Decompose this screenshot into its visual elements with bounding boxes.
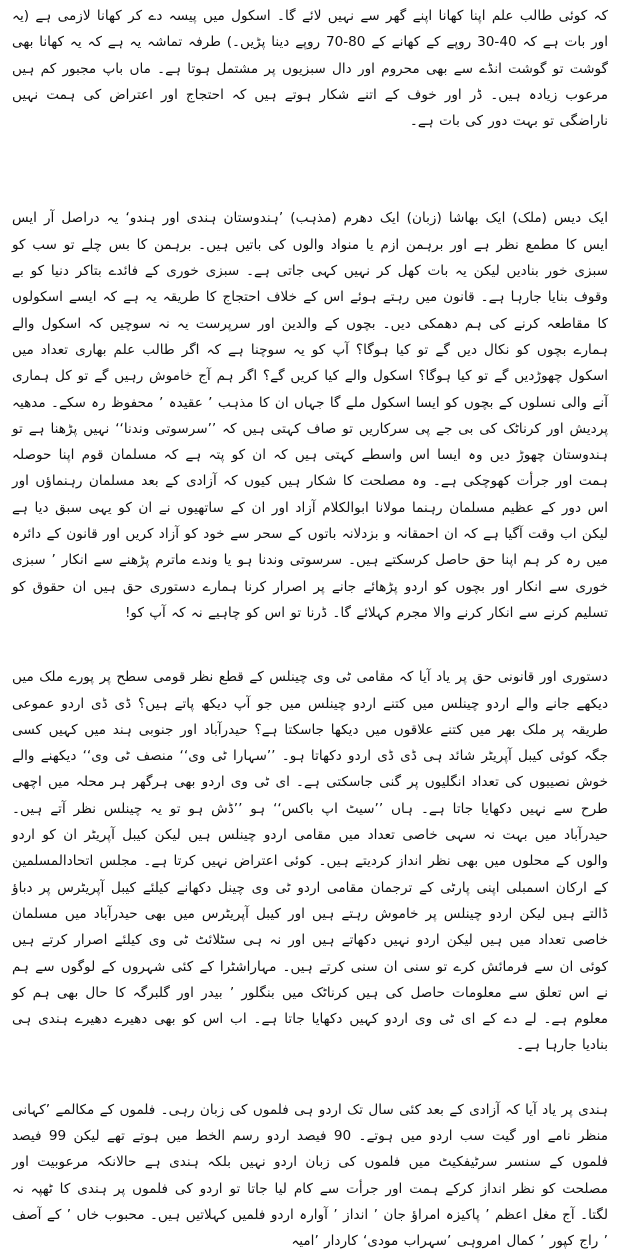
paragraph-rss-agenda: ایک دیس (ملک) ایک بھاشا (زبان) ایک دھرم (مذہب) ’ہندوستان ہندی اور ہندو‘ یہ دراصل آر ایس ایس کا مطمع نظر ہے اور برہمن ازم یا منواد والوں کی باتیں ہیں۔ برہمن کا بس چلے تو سب کو سبزی خور بنادیں لیکن یہ بات کھل کر نہیں کہی جاتی ہے۔ سبزی خوری کے فائدے بتاکر دنیا کو بے وقوف بنایا جارہا ہے۔ قانون میں رہتے ہوئے اس کے خلاف احتجاج کا طریقہ یہ ہے کہ ایسے اسکولوں کا مقاطعہ کرنے کی ہم دھمکی دیں۔ بچوں کے والدین اور سرپرست یہ نہ سوچیں کہ اسکول والے ہمارے بچوں کو نکال دیں گے تو کیا ہوگا؟ آپ کو یہ سوچنا ہے کہ اگر طالب علم بھاری تعداد میں اسکول چھوڑدیں گے تو کیا ہوگا؟ اسکول والے کیا کریں گے؟ اگر ہم آج خاموش رہیں گے تو کل ہماری آنے والی نسلوں کے بچوں کو ایسا اسکول ملے گا جہاں ان کا مذہب ’ عقیدہ ’ محفوظ رہ سکے۔ مدھیہ پردیش اور کرناٹک کی بی جے پی سرکاریں تو صاف کہتی ہیں کہ ’’سرسوتی وندنا‘‘ نہیں پڑھنا ہے تو ہندوستان چھوڑ دیں وہ ایسا اس واسطے کہتی ہیں کہ ان کو پتہ ہے کہ مسلمان قوم اپنا حوصلہ ہمت اور جرأت کھوچکی ہے۔ وہ مصلحت کا شکار ہیں کیوں کہ آزادی کے بعد مسلمان رہنماؤں اور اس دور کے عظیم مسلمان رہنما مولانا ابوالکلام آزاد اور ان کے ساتھیوں نے ان کو یہی سبق دیا ہے لیکن اب وقت آگیا ہے کہ ان احمقانہ و بزدلانہ باتوں کے سحر سے خود کو آزاد کریں اور قانون کے دائرہ میں رہ کر ہم اپنا حق حاصل کرسکتے ہیں۔ سرسوتی وندنا ہو یا وندے ماترم پڑھنے سے انکار ’ سبزی خوری سے انکار اور بچوں کو اردو پڑھائے جانے پر اصرار کرنا ہمارے دستوری حق ہیں ان حقوق کو تسلیم کرنے سے انکار کرنے والا مجرم کہلائے گا۔ ڈرنا تو اس کو چاہیے نہ کہ آپ کو! — [12, 210, 608, 621]
paragraph-urdu-films: ہندی پر یاد آیا کہ آزادی کے بعد کئی سال تک اردو ہی فلموں کی زبان رہی۔ فلموں کے مکالمے ’کہانی منظر نامے اور گیت سب اردو میں ہوتے۔ 90 فیصد اردو رسم الخط میں ہوتے تھے لیکن 99 فیصد فلموں کے سنسر سرٹیفکیٹ میں فلموں کی زبان اردو نہیں بلکہ ہندی ہے حالانکہ مرعوبیت اور مصلحت کو نظر انداز کرکے ہمت اور جرأت سے کام لیا جاتا تو اردو کی فلموں پر ہندی کا ٹھپہ نہ لگتا۔ آج مغل اعظم ’ پاکیزہ امراؤ جان ’ انداز ’ آوارہ اردو فلمیں کہلاتیں ہیں۔ محبوب خاں ’ کے آصف ’ راج کپور ’ کمال امروہی ’سہراب مودی‘ کاردار ’امیہ — [12, 1101, 608, 1250]
paragraph-spacer — [12, 134, 608, 205]
paragraph-urdu-channels: دستوری اور قانونی حق پر یاد آیا کہ مقامی ٹی وی چینلس کے قطع نظر قومی سطح پر پورے ملک میں دیکھے جانے والے اردو چینلس میں کتنے اردو چینلس میں جو آپ دیکھ پاتے ہیں؟ ڈی ڈی اردو عموعی طریقہ پر ملک بھر میں کتنے علاقوں میں دیکھا جاسکتا ہے؟ حیدرآباد اور جنوبی ہند میں کہیں کسی جگہ کوئی کیبل آپریٹر شائد ہی ڈی ڈی اردو دکھاتا ہو۔ ’’سہارا ٹی وی‘‘ منصف ٹی وی‘‘ دیکھنے والے خوش نصیبوں کی تعداد انگلیوں پر گنی جاسکتی ہے۔ ای ٹی وی اردو بھی ہرگھر ہر محلہ میں اچھی طرح سے نہیں دکھایا جاتا ہے۔ ہاں ’’سیٹ اپ باکس‘‘ ہو ’’ڈش ہو تو یہ چینلس نظر آتے ہیں۔ حیدرآباد میں بہت نہ سہی خاصی تعداد میں مقامی اردو چینلس ہیں لیکن کیبل آپریٹر ان کو اردو والوں کے محلوں میں بھی نظر انداز کردیتے ہیں۔ کوئی اعتراض نہیں کرتا ہے۔ مجلس اتحادالمسلمین کے ارکان اسمبلی اپنی پارٹی کے ترجمان مقامی اردو ٹی وی چینل دکھانے کیلئے کیبل آپریٹرس پر دباؤ ڈالتے ہیں لیکن اردو چینلس پر خاموش رہتے ہیں اور کیبل آپریٹرس میں بھی حیدرآباد میں مسلمان خاصی تعداد میں ہیں لیکن اردو نہیں دکھاتے ہیں اور نہ ہی سٹلائٹ ٹی وی کیلئے اصرار کرتے ہیں کوئی ان سے فرمائش کرے تو سنی ان سنی کرتے ہیں۔ مہاراشٹرا کے کئی شہروں کے لوگوں سے ہم نے اس تعلق سے معلومات حاصل کی ہیں کرناٹک میں بنگلور ’ بیدر اور گلبرگہ کا حال بھی ہم کو معلوم ہے۔ لے دے کے ای ٹی وی اردو کہیں دکھایا جاتا ہے۔ اب اس کو بھی دھیرے دھیرے ہندی ہی بنادیا جارہا ہے۔ — [12, 669, 608, 1054]
paragraph-spacer — [12, 626, 608, 664]
paragraph-school-meals: کہ کوئی طالب علم اپنا کھانا اپنے گھر سے نہیں لائے گا۔ اسکول میں پیسہ دے کر کھانا لازمی ہے (یہ اور بات ہے کہ 40-30 روپے کے کھانے کے 80-70 روپے دینا پڑیں۔) طرفہ تماشہ یہ ہے کہ یہ کھانا بھی گوشت تو گوشت انڈے سے بھی محروم اور دال سبزیوں پر مشتمل ہوتا ہے۔ ماں باپ مجبور کم ہیں مرعوب زیادہ ہیں۔ ڈر اور خوف کے اتنے شکار ہوتے ہیں کہ احتجاج اور اعتراض کی ہمت نہیں ناراضگی تو بہت دور کی بات ہے۔ — [12, 8, 609, 130]
paragraph-spacer — [12, 1059, 608, 1097]
